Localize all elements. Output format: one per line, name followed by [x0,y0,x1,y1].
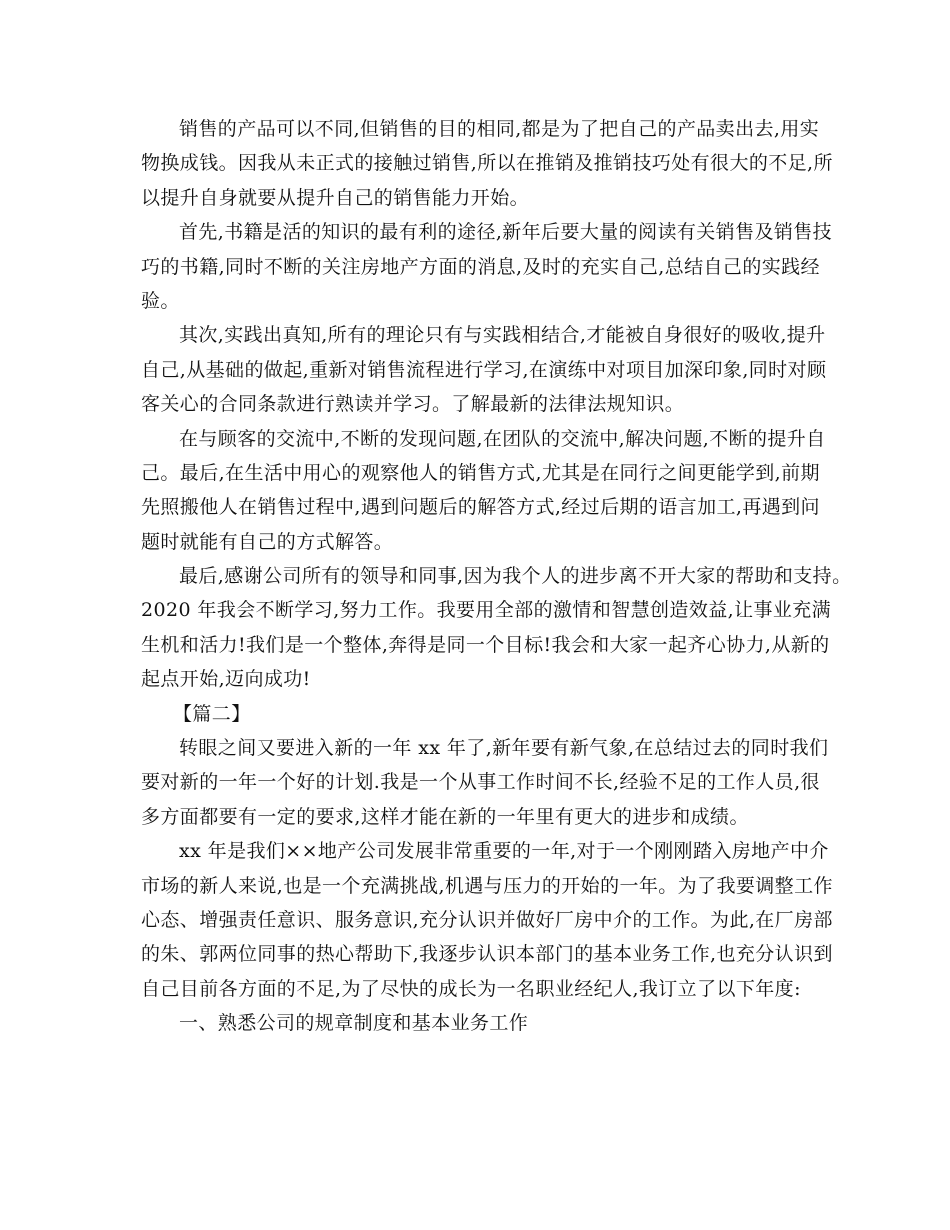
text-line: 市场的新人来说,也是一个充满挑战,机遇与压力的开始的一年。为了我要调整工作 [141,874,833,897]
text-line: 自己目前各方面的不足,为了尽快的成长为一名职业经纪人,我订立了以下年度: [141,977,801,1000]
text-line: 题时就能有自己的方式解答。 [141,530,394,553]
text-line: 的朱、郭两位同事的热心帮助下,我逐步认识本部门的基本业务工作,也充分认识到 [141,943,833,966]
text-line: 己。最后,在生活中用心的观察他人的销售方式,尤其是在同行之间更能学到,前期 [141,461,820,484]
text-line: 多方面都要有一定的要求,这样才能在新的一年里有更大的进步和成绩。 [141,805,749,828]
text-line: 2020 年我会不断学习,努力工作。我要用全部的激情和智慧创造效益,让事业充满 [141,599,832,622]
text-line: 在与顾客的交流中,不断的发现问题,在团队的交流中,解决问题,不断的提升自 [179,427,826,450]
text-line: 验。 [141,289,180,312]
text-line: 生机和活力!我们是一个整体,奔得是同一个目标!我会和大家一起齐心协力,从新的 [141,633,830,656]
section-heading: 【篇二】 [173,702,251,725]
text-line: 物换成钱。因我从未正式的接触过销售,所以在推销及推销技巧处有很大的不足,所 [141,152,833,175]
text-line: 其次,实践出真知,所有的理论只有与实践相结合,才能被自身很好的吸收,提升 [179,324,826,347]
text-line: 一、熟悉公司的规章制度和基本业务工作 [179,1012,529,1035]
document-body [141,112,852,1041]
text-line: 起点开始,迈向成功! [141,668,311,691]
text-line: 以提升自身就要从提升自己的销售能力开始。 [141,186,530,209]
text-line: 首先,书籍是活的知识的最有利的途径,新年后要大量的阅读有关销售及销售技 [179,221,833,244]
text-line: 巧的书籍,同时不断的关注房地产方面的消息,及时的充实自己,总结自己的实践经 [141,255,820,278]
text-line: xx 年是我们××地产公司发展非常重要的一年,对于一个刚刚踏入房地产中介 [179,840,829,863]
text-line: 要对新的一年一个好的计划.我是一个从事工作时间不长,经验不足的工作人员,很 [141,771,820,794]
text-line: 转眼之间又要进入新的一年 xx 年了,新年要有新气象,在总结过去的同时我们 [179,737,829,760]
text-line: 先照搬他人在销售过程中,遇到问题后的解答方式,经过后期的语言加工,再遇到问 [141,496,820,519]
text-line: 销售的产品可以不同,但销售的目的相同,都是为了把自己的产品卖出去,用实 [179,118,820,140]
text-line: 客关心的合同条款进行熟读并学习。了解最新的法律法规知识。 [141,393,685,416]
text-line: 自己,从基础的做起,重新对销售流程进行学习,在演练中对项目加深印象,同时对顾 [141,358,827,381]
text-line: 心态、增强责任意识、服务意识,充分认识并做好厂房中介的工作。为此,在厂房部 [141,908,833,931]
text-line: 最后,感谢公司所有的领导和同事,因为我个人的进步离不开大家的帮助和支持。 [179,565,852,588]
